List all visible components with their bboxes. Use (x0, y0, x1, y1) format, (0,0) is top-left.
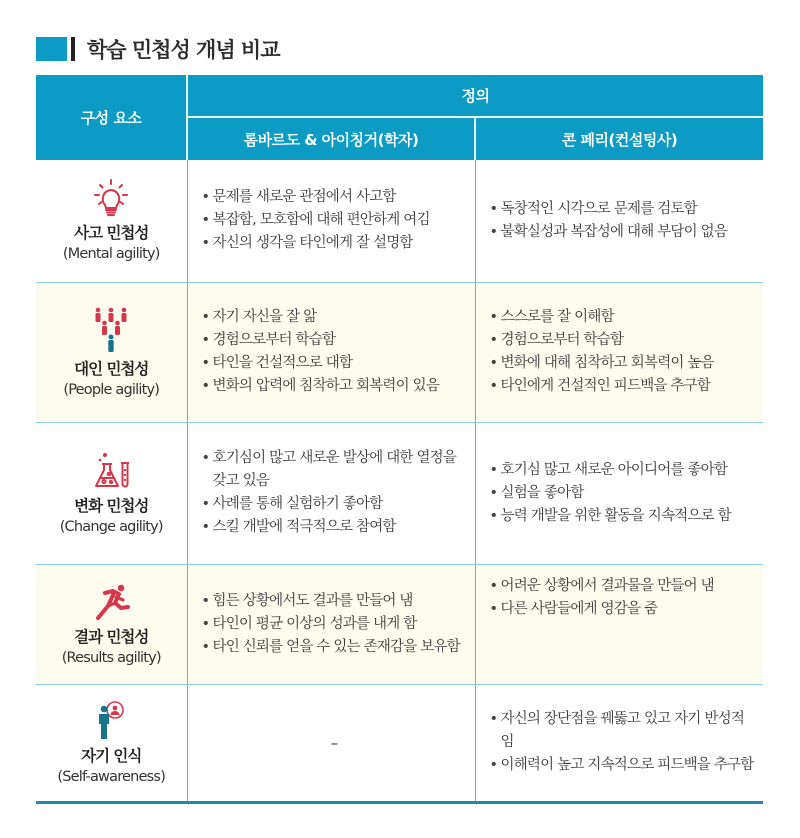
list-item: • 타인이 평균 이상의 성과를 내게 함 (202, 613, 467, 636)
list-item: • 경험으로부터 학습함 (490, 329, 756, 352)
header-definition: 정의 (187, 75, 763, 117)
component-name-en: (Mental agility) (62, 246, 160, 263)
component-cell (36, 684, 187, 802)
component-name-ko: 결과 민첩성 (74, 627, 149, 646)
definition-kornferry (475, 160, 763, 282)
definition-kornferry (475, 684, 763, 802)
self-reflection-icon (91, 700, 131, 740)
list-item: • 변화에 대해 침착하고 회복력이 높음 (490, 352, 756, 375)
title-marker-square (36, 37, 67, 61)
table-row-people-agility (36, 282, 763, 422)
table-row-change-agility (36, 422, 763, 564)
definition-lombardo (187, 282, 475, 422)
people-network-icon (91, 307, 131, 353)
component-cell (36, 422, 187, 564)
definition-lombardo (187, 422, 475, 564)
list-item: • 이해력이 높고 지속적으로 피드백을 추구함 (490, 754, 756, 777)
component-cell (36, 282, 187, 422)
component-cell (36, 160, 187, 282)
list-item: • 불확실성과 복잡성에 대해 부담이 없음 (490, 221, 756, 244)
table-row-self-awareness (36, 684, 763, 802)
definition-lombardo-empty: – (187, 684, 475, 802)
definition-kornferry (475, 564, 763, 684)
list-item: • 자신의 생각을 타인에게 잘 설명함 (202, 232, 467, 255)
component-name-ko: 변화 민첩성 (74, 496, 149, 515)
runner-icon (91, 583, 131, 621)
list-item: • 경험으로부터 학습함 (202, 329, 467, 352)
header-component: 구성 요소 (36, 75, 187, 160)
component-name-en: (Results agility) (61, 649, 161, 666)
definition-lombardo (187, 160, 475, 282)
comparison-table (36, 75, 763, 804)
list-item: • 변화의 압력에 침착하고 회복력이 있음 (202, 375, 467, 398)
list-item: • 문제를 새로운 관점에서 사고함 (202, 186, 467, 209)
component-name-en: (Self-awareness) (57, 769, 166, 785)
component-name-ko: 사고 민첩성 (74, 224, 149, 243)
lab-flask-icon (91, 452, 131, 490)
component-cell (36, 564, 187, 684)
list-item: • 독창적인 시각으로 문제를 검토함 (490, 198, 756, 221)
component-name-en: (People agility) (63, 381, 160, 398)
list-item: • 복잡함, 모호함에 대해 편안하게 여김 (202, 209, 467, 232)
lightbulb-icon (91, 179, 131, 217)
table-row-mental-agility (36, 160, 763, 282)
list-item: • 타인 신뢰를 얻을 수 있는 존재감을 보유함 (202, 636, 467, 659)
list-item: • 타인에게 건설적인 피드백을 추구함 (490, 375, 756, 398)
list-item: • 어려운 상황에서 결과물을 만들어 냄 (490, 575, 756, 598)
list-item: • 능력 개발을 위한 활동을 지속적으로 함 (490, 505, 756, 528)
definition-kornferry (475, 422, 763, 564)
list-item: • 자기 자신을 잘 앎 (202, 306, 467, 329)
list-item: • 호기심 많고 새로운 아이디어를 좋아함 (490, 459, 756, 482)
list-item: • 사례를 통해 실험하기 좋아함 (202, 493, 467, 516)
definition-lombardo (187, 564, 475, 684)
definition-kornferry (475, 282, 763, 422)
list-item: • 힘든 상황에서도 결과를 만들어 냄 (202, 590, 467, 613)
list-item: • 스킬 개발에 적극적으로 참여함 (202, 516, 467, 539)
list-item: • 타인을 건설적으로 대함 (202, 352, 467, 375)
list-item: • 호기심이 많고 새로운 발상에 대한 열정을 갖고 있음 (202, 447, 467, 493)
page-title: 학습 민첩성 개념 비교 (87, 38, 280, 62)
title-marker-bar (71, 37, 75, 61)
table-row-results-agility (36, 564, 763, 684)
component-name-en: (Change agility) (59, 518, 163, 535)
list-item: • 자신의 장단점을 꿰뚫고 있고 자기 반성적임 (490, 708, 756, 754)
component-name-ko: 자기 인식 (81, 747, 142, 765)
section-title (36, 36, 280, 62)
header-lombardo-eichinger: 롬바르도 & 아이칭거(학자) (187, 117, 475, 160)
list-item: • 실험을 좋아함 (490, 482, 756, 505)
list-item: • 다른 사람들에게 영감을 줌 (490, 598, 756, 621)
component-name-ko: 대인 민첩성 (74, 359, 149, 378)
header-korn-ferry: 콘 페리(컨설팅사) (475, 117, 763, 160)
list-item: • 스스로를 잘 이해함 (490, 306, 756, 329)
